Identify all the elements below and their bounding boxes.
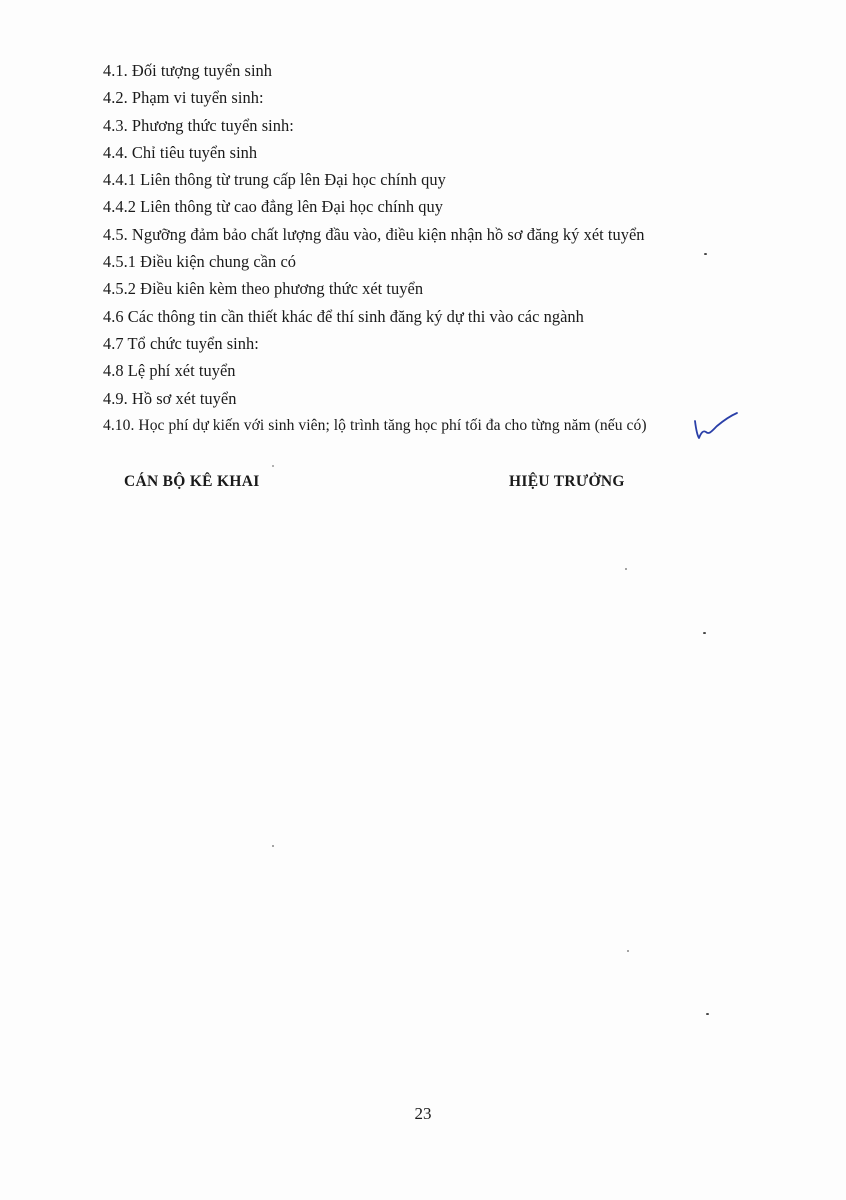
list-item: 4.10. Học phí dự kiến với sinh viên; lộ trình tăng học phí tối đa cho từng năm (nếu có) [103,416,647,434]
list-item: 4.7 Tổ chức tuyển sinh: [103,333,259,353]
preparer-signature-label: CÁN BỘ KÊ KHAI [124,473,260,490]
scan-speck [703,632,706,634]
scan-speck [272,465,274,467]
list-item: 4.4.2 Liên thông từ cao đẳng lên Đại học chính quy [103,197,444,217]
list-item: 4.4. Chỉ tiêu tuyển sinh [103,142,258,162]
principal-signature-label: HIỆU TRƯỞNG [509,473,625,490]
list-item: 4.2. Phạm vi tuyển sinh: [103,88,264,108]
handwritten-checkmark-icon [693,411,739,441]
section-list [103,57,783,439]
list-item: 4.5.2 Điều kiên kèm theo phương thức xét tuyển [103,279,424,299]
list-item: 4.9. Hồ sơ xét tuyển [103,388,237,408]
list-item: 4.3. Phương thức tuyển sinh: [103,115,294,135]
list-item: 4.5.1 Điều kiện chung cần có [103,252,297,272]
scan-speck [625,568,627,570]
scan-speck [704,253,707,255]
scan-speck [272,845,274,847]
page-number: 23 [414,1104,432,1123]
list-item: 4.1. Đối tượng tuyển sinh [103,61,273,80]
list-item: 4.4.1 Liên thông từ trung cấp lên Đại học chính quy [103,170,446,190]
scan-speck [706,1013,709,1015]
list-item: 4.6 Các thông tin cần thiết khác để thí sinh đăng ký dự thi vào các ngành [103,306,584,326]
scan-speck [627,950,629,952]
list-item: 4.8 Lệ phí xét tuyển [103,361,236,381]
list-item: 4.5. Ngưỡng đảm bảo chất lượng đầu vào, điều kiện nhận hồ sơ đăng ký xét tuyển [103,224,645,244]
